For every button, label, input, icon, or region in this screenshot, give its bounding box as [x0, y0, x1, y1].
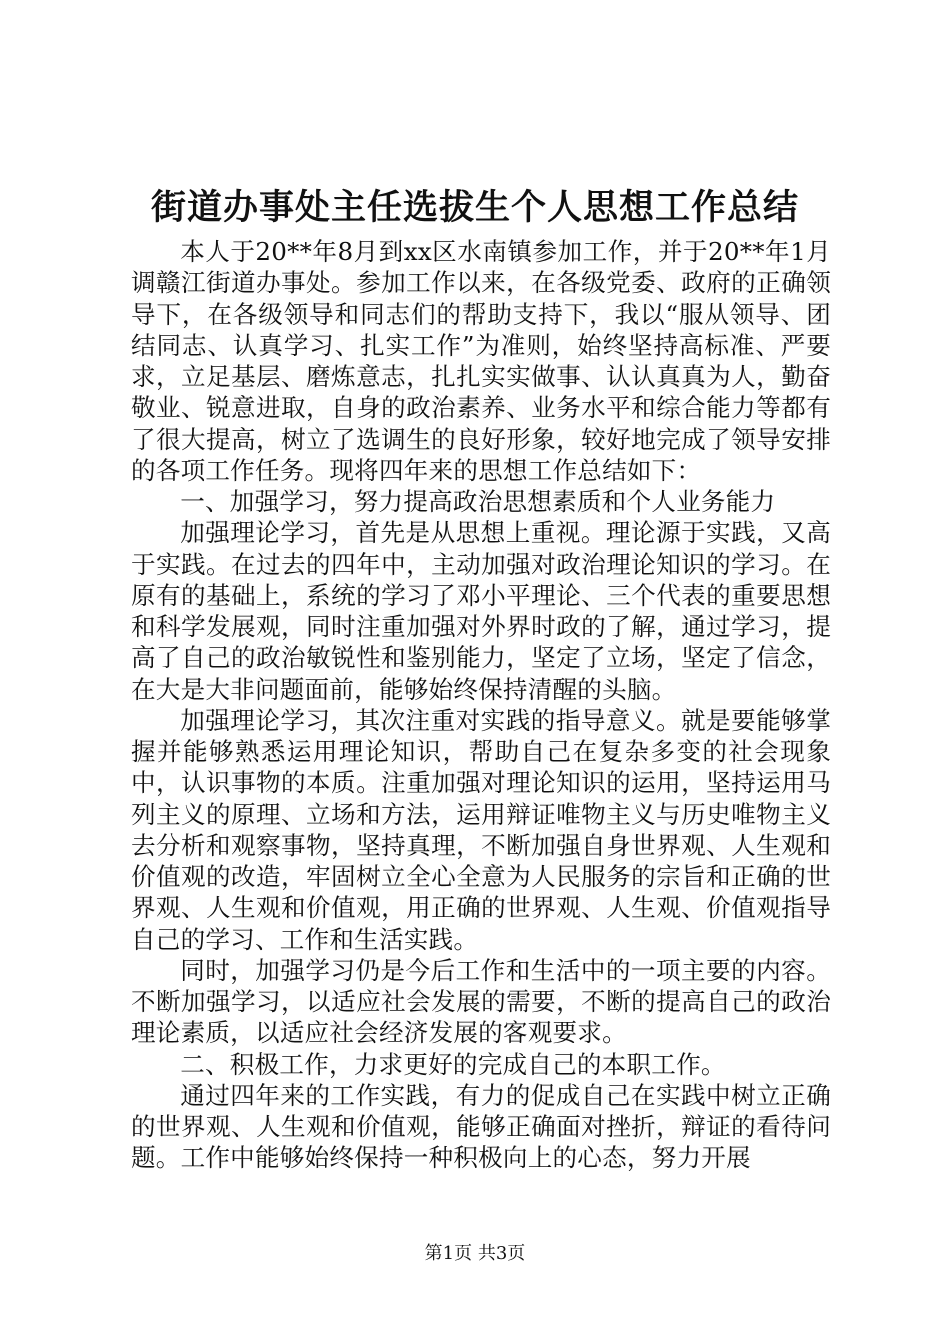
paragraph-intro: 本人于20**年8月到xx区水南镇参加工作，并于20**年1月调赣江街道办事处。参加工作以来，在各级党委、政府的正确领导下，在各级领导和同志们的帮助支持下，我以“服从领导、团结同志、认真学习、扎实工作”为准则，始终坚持高标准、严要求，立足基层、磨炼意志，扎扎实实做事、认认真真为人，勤奋敬业、锐意进取，自身的政治素养、业务水平和综合能力等都有了很大提高，树立了选调生的良好形象，较好地完成了领导安排的各项工作任务。现将四年来的思想工作总结如下：	[131, 237, 831, 485]
paragraph-work: 通过四年来的工作实践，有力的促成自己在实践中树立正确的世界观、人生观和价值观，能够正确面对挫折，辩证的看待问题。工作中能够始终保持一种积极向上的心态，努力开展	[131, 1080, 831, 1173]
document-body	[131, 236, 831, 1174]
paragraph-theory-2: 加强理论学习，其次注重对实践的指导意义。就是要能够掌握并能够熟悉运用理论知识，帮助自己在复杂多变的社会现象中，认识事物的本质。注重加强对理论知识的运用，坚持运用马列主义的原理、立场和方法，运用辩证唯物主义与历史唯物主义去分析和观察事物，坚持真理，不断加强自身世界观、人生观和价值观的改造，牢固树立全心全意为人民服务的宗旨和正确的世界观、人生观和价值观，用正确的世界观、人生观、价值观指导自己的学习、工作和生活实践。	[131, 705, 831, 954]
paragraph-learning: 同时，加强学习仍是今后工作和生活中的一项主要的内容。不断加强学习，以适应社会发展的需要，不断的提高自己的政治理论素质，以适应社会经济发展的客观要求。	[131, 955, 831, 1048]
paragraph-theory-1: 加强理论学习，首先是从思想上重视。理论源于实践，又高于实践。在过去的四年中，主动加强对政治理论知识的学习。在原有的基础上，系统的学习了邓小平理论、三个代表的重要思想和科学发展观，同时注重加强对外界时政的了解，通过学习，提高了自己的政治敏锐性和鉴别能力，坚定了立场，坚定了信念，在大是大非问题面前，能够始终保持清醒的头脑。	[131, 518, 831, 704]
document-title: 街道办事处主任选拔生个人思想工作总结	[150, 187, 799, 228]
page-footer: 第1页 共3页	[424, 1243, 526, 1264]
section-heading-2: 二、积极工作，力求更好的完成自己的本职工作。	[180, 1049, 726, 1079]
section-heading-1: 一、加强学习，努力提高政治思想素质和个人业务能力	[180, 487, 776, 516]
